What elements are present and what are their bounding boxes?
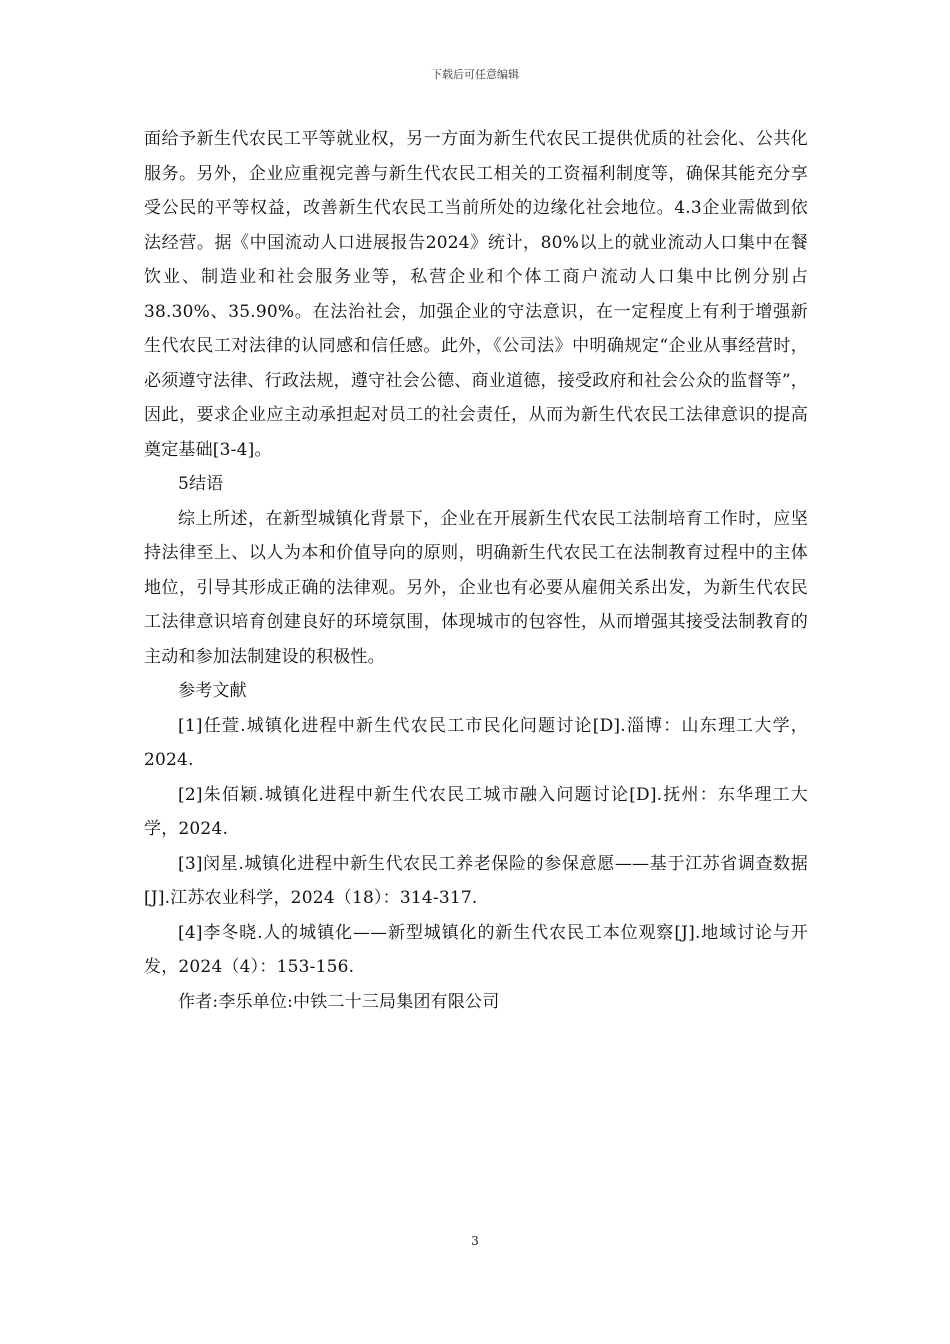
section-heading: 5结语 xyxy=(178,474,224,494)
references-heading: 参考文献 xyxy=(178,681,247,701)
author-line: 作者:李乐单位:中铁二十三局集团有限公司 xyxy=(178,991,500,1012)
document-body xyxy=(144,122,808,1019)
reference-item: [4]李冬晓.人的城镇化——新型城镇化的新生代农民工本位观察[J].地域讨论与开发，2024（4）：153-156. xyxy=(144,922,808,977)
reference-item: [1]任萱.城镇化进程中新生代农民工市民化问题讨论[D].淄博：山东理工大学，2024. xyxy=(144,715,808,770)
page-number: 3 xyxy=(471,1234,479,1248)
body-paragraph: 面给予新生代农民工平等就业权，另一方面为新生代农民工提供优质的社会化、公共化服务。另外，企业应重视完善与新生代农民工相关的工资福利制度等，确保其能充分享受公民的平等权益，改善新生代农民工当前所处的边缘化社会地位。4.3企业需做到依法经营。据《中国流动人口进展报告2024》统计，80%以上的就业流动人口集中在餐饮业、制造业和社会服务业等，私营企业和个体工商户流动人口集中比例分别占38.30%、35.90%。在法治社会，加强企业的守法意识，在一定程度上有利于增强新生代农民工对法律的认同感和信任感。此外，《公司法》中明确规定“企业从事经营时，必须遵守法律、行政法规，遵守社会公德、商业道德，接受政府和社会公众的监督等”，因此，要求企业应主动承担起对员工的社会责任，从而为新生代农民工法律意识的提高奠定基础[3-4]。 xyxy=(144,129,808,460)
page-header: 下载后可任意编辑 xyxy=(431,68,519,81)
body-paragraph: 综上所述，在新型城镇化背景下，企业在开展新生代农民工法制培育工作时，应坚持法律至上、以人为本和价值导向的原则，明确新生代农民工在法制教育过程中的主体地位，引导其形成正确的法律观。另外，企业也有必要从雇佣关系出发，为新生代农民工法律意识培育创建良好的环境氛围，体现城市的包容性，从而增强其接受法制教育的主动和参加法制建设的积极性。 xyxy=(144,508,808,667)
reference-item: [3]闵星.城镇化进程中新生代农民工养老保险的参保意愿——基于江苏省调查数据[J].江苏农业科学，2024（18）：314-317. xyxy=(144,853,808,908)
reference-item: [2]朱佰颖.城镇化进程中新生代农民工城市融入问题讨论[D].抚州：东华理工大学，2024. xyxy=(144,784,808,839)
